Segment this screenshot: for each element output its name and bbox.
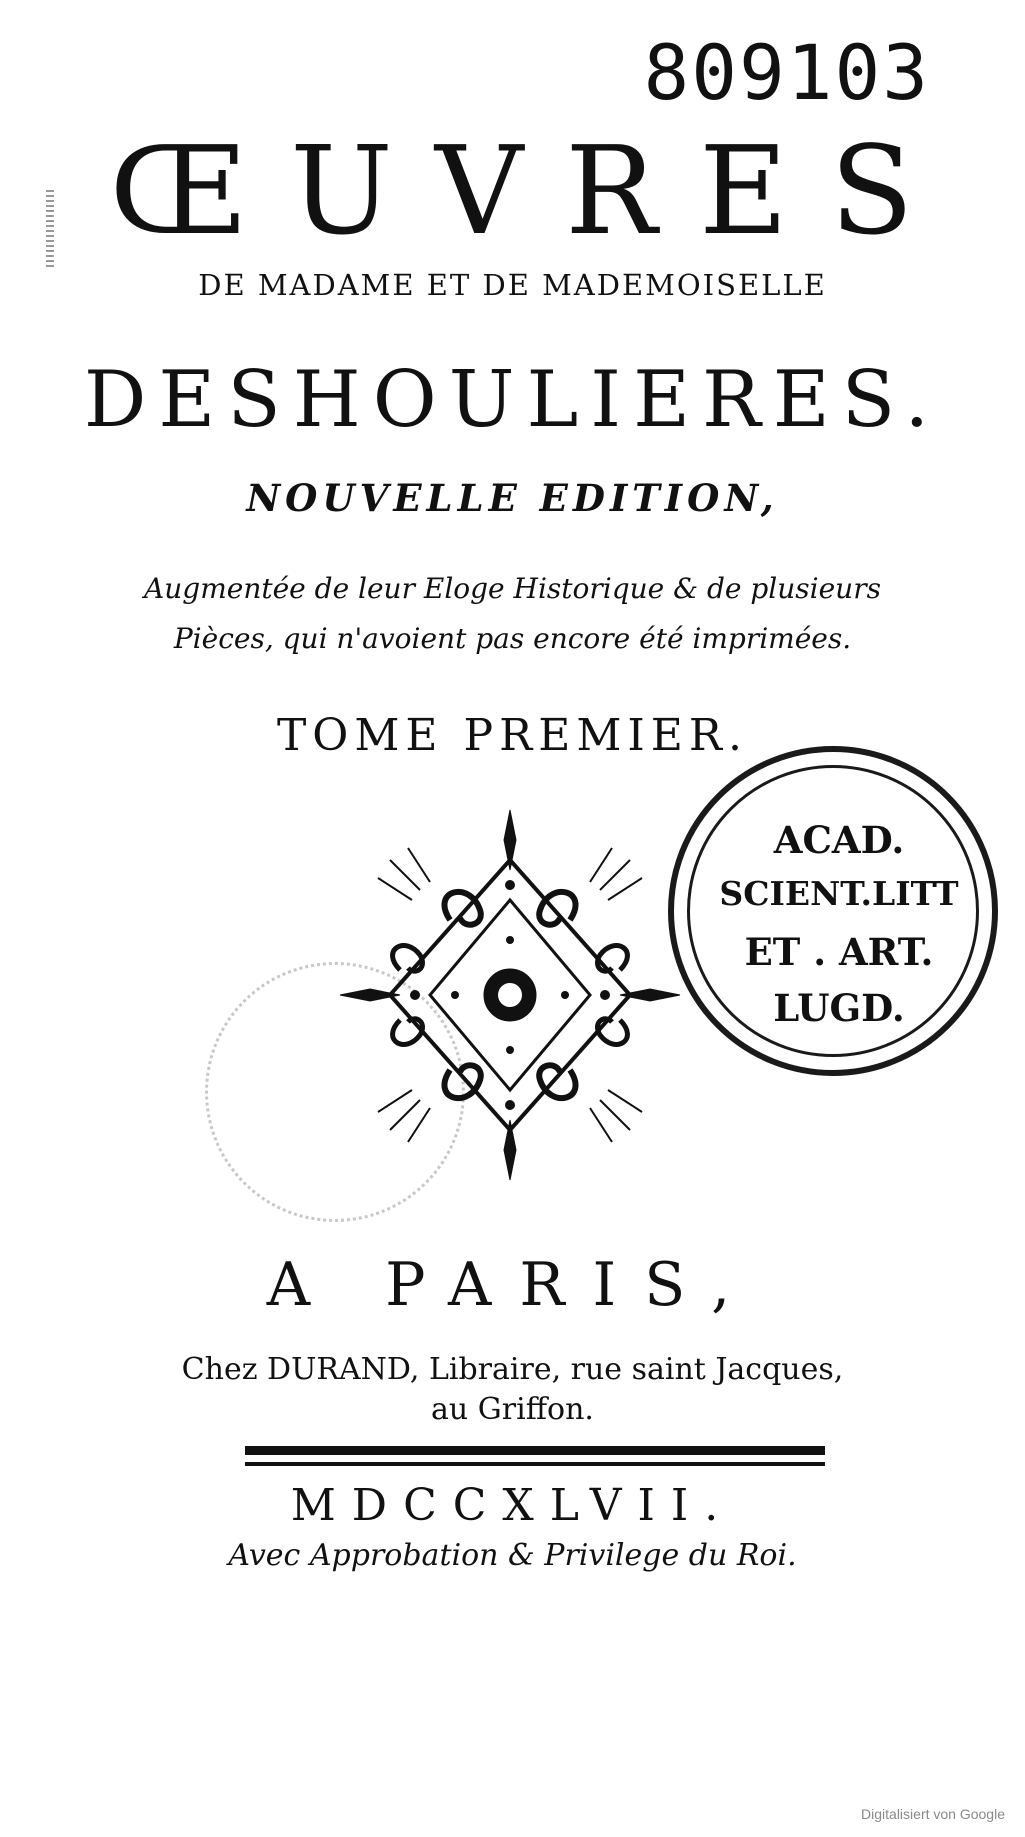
stamp-line-4: LUGD.: [773, 986, 905, 1030]
imprint-city: A PARIS,: [266, 1250, 759, 1320]
edition-label: NOUVELLE EDITION,: [246, 476, 779, 520]
stamp-line-2: SCIENT.LITT: [719, 874, 959, 913]
imprint-publisher-line1: Chez DURAND, Libraire, rue saint Jacques,: [181, 1352, 844, 1387]
title-main: ŒUVRES: [109, 120, 956, 262]
stamp-line-1: ACAD.: [773, 818, 905, 862]
library-stamp: [668, 746, 998, 1076]
double-rule-thin: [245, 1462, 825, 1466]
volume-label: TOME PREMIER.: [276, 710, 749, 761]
augmented-line1: Augmentée de leur Eloge Historique & de plusieurs: [144, 572, 881, 605]
call-number: 809103: [643, 28, 930, 117]
imprint-publisher-line2: au Griffon.: [431, 1392, 594, 1427]
double-rule-thick: [245, 1446, 825, 1455]
author-name: DESHOULIERES.: [83, 355, 942, 445]
augmented-line2: Pièces, qui n'avoient pas encore été imprimées.: [173, 622, 852, 655]
imprint-year: MDCCXLVII.: [290, 1480, 735, 1531]
printer-ornament: [330, 800, 690, 1190]
approbation-line: Avec Approbation & Privilege du Roi.: [228, 1538, 797, 1573]
stamp-line-3: ET . ART.: [744, 930, 934, 974]
digitization-watermark: Digitalisiert von Google: [861, 1806, 1005, 1822]
title-line2: DE MADAME ET DE MADEMOISELLE: [198, 268, 827, 302]
